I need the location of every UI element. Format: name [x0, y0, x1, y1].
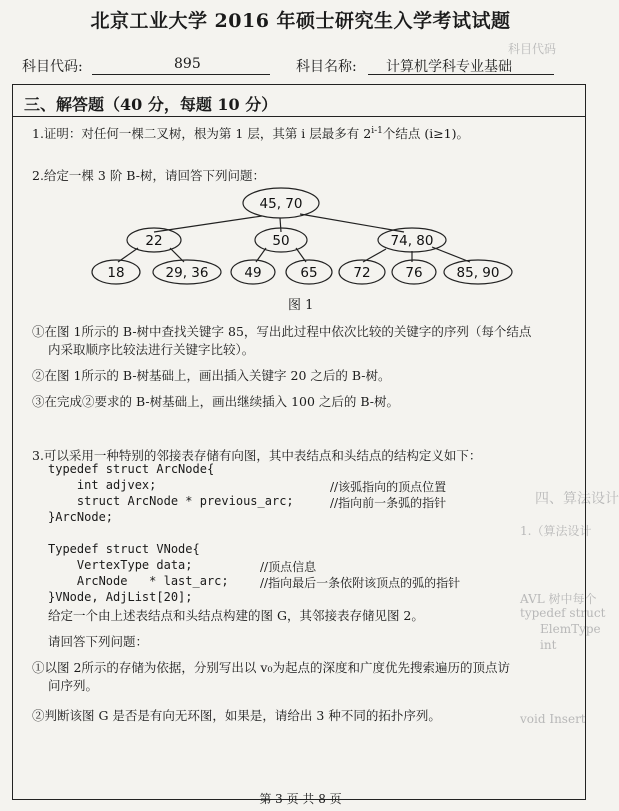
tree-key: 49 [244, 265, 262, 281]
tree-key: 22 [145, 233, 163, 249]
tree-edge [300, 214, 404, 232]
question-3-item-1: ①以图 2所示的存储为依据，分别写出以 v₀为起点的深度和广度优先搜索遍历的顶点访 [32, 660, 510, 675]
question-3-item-2: ②判断该图 G 是否是有向无环图，如果是，请给出 3 种不同的拓扑序列。 [32, 708, 441, 723]
tree-key: 76 [405, 265, 423, 281]
code-line: ArcNode * last_arc; [48, 574, 229, 588]
tree-key: 85, 90 [456, 265, 500, 281]
tree-edge [432, 247, 470, 262]
code-line: Typedef struct VNode{ [48, 542, 200, 556]
tree-key: 65 [300, 265, 318, 281]
tree-edge [154, 216, 262, 232]
bleed-through-header: 科目代码 [508, 42, 557, 56]
subject-code-label: 科目代码: [22, 59, 83, 75]
question-1-text: 1.证明：对任何一棵二叉树，根为第 1 层，其第 i 层最多有 2 [32, 126, 372, 141]
tree-key: 50 [272, 233, 290, 249]
bleed-through-section: 四、算法设计 [535, 491, 619, 507]
subject-name-label: 科目名称: [296, 59, 357, 75]
page-number: 第 3 页 共 8 页 [259, 792, 342, 806]
code-line: }ArcNode; [48, 510, 114, 524]
section-title: 三、解答题（40 分，每题 10 分） [24, 95, 278, 114]
subject-code-value: 895 [174, 56, 201, 72]
code-line: int adjvex; [48, 478, 157, 492]
question-1-tail: 个结点 (i≥1)。 [382, 126, 470, 141]
bleed-through-line: void Insert [520, 712, 586, 726]
code-comment: //指向最后一条依附该顶点的弧的指针 [260, 576, 461, 590]
code-line: }VNode, AdjList[20]; [48, 590, 193, 604]
code-line: VertexType data; [48, 558, 193, 572]
bleed-through-line: AVL 树中每个 [520, 592, 597, 606]
code-line: typedef struct ArcNode{ [48, 462, 215, 476]
question-2-item-1-cont: 内采取顺序比较法进行关键字比较）。 [48, 342, 255, 357]
question-1-superscript: i-1 [371, 125, 383, 136]
question-2-item-2: ②在图 1所示的 B-树基础上，画出插入关键字 20 之后的 B-树。 [32, 368, 391, 383]
code-comment: //顶点信息 [260, 560, 317, 574]
question-3-prompt: 请回答下列问题： [48, 634, 149, 649]
tree-key: 72 [353, 265, 371, 281]
tree-key: 18 [107, 265, 125, 281]
code-comment: //指向前一条弧的指针 [330, 496, 447, 510]
code-line: struct ArcNode * previous_arc; [48, 494, 294, 508]
tree-key: 45, 70 [259, 196, 303, 212]
question-3-intro: 3.可以采用一种特别的邻接表存储有向图，其中表结点和头结点的结构定义如下： [32, 448, 482, 463]
bleed-through-line: typedef struct [520, 606, 606, 620]
exam-title: 北京工业大学 2016 年硕士研究生入学考试试题 [90, 10, 511, 32]
question-2-item-3: ③在完成②要求的 B-树基础上，画出继续插入 100 之后的 B-树。 [32, 394, 400, 409]
subject-name-value: 计算机学科专业基础 [386, 59, 512, 75]
tree-edge [280, 218, 281, 232]
bleed-through-line: 1.（算法设计 [520, 524, 592, 538]
question-2-item-1: ①在图 1所示的 B-树中查找关键字 85，写出此过程中依次比较的关键字的序列（每个结点 [32, 324, 532, 339]
figure-1-caption: 图 1 [288, 298, 314, 313]
tree-key: 29, 36 [165, 265, 209, 281]
code-comment: //该弧指向的顶点位置 [330, 480, 447, 494]
question-3-item-1-cont: 问序列。 [48, 678, 99, 693]
bleed-through-line: int [540, 638, 557, 652]
question-3-after-code: 给定一个由上述表结点和头结点构建的图 G，其邻接表存储见图 2。 [48, 608, 424, 623]
tree-key: 74, 80 [390, 233, 434, 249]
bleed-through-line: ElemType [540, 622, 601, 636]
question-2-intro: 2.给定一棵 3 阶 B-树，请回答下列问题： [32, 168, 265, 183]
